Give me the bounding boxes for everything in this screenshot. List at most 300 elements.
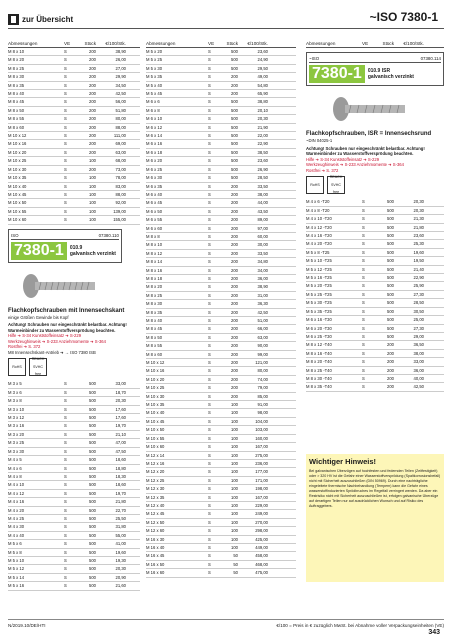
table-row <box>306 232 444 240</box>
table-row <box>8 540 140 548</box>
table-row <box>8 65 140 73</box>
cell-qty: 500 <box>89 549 96 555</box>
cell-dims: M 8 x 10 <box>146 242 163 248</box>
cell-dims: M 6 x 10 <box>146 116 163 122</box>
cell-price: 20,30 <box>413 207 424 213</box>
cell-ve: S <box>208 494 211 500</box>
cell-price: 42,50 <box>257 309 268 315</box>
cell-price: 104,00 <box>255 418 268 424</box>
cell-ve: S <box>362 333 365 339</box>
cell-price: 19,60 <box>413 249 424 255</box>
cell-qty: 200 <box>231 368 238 374</box>
table-body <box>8 48 140 225</box>
cell-price: 23,60 <box>257 158 268 164</box>
table-row <box>8 456 140 464</box>
cell-ve: S <box>362 216 365 222</box>
cell-dims: M 8 x 12 <box>146 250 163 256</box>
cell-ve: S <box>64 166 67 172</box>
cell-dims: M 5 x 6 <box>8 541 22 547</box>
table-row <box>8 149 140 157</box>
overview-label: zur Übersicht <box>22 15 74 24</box>
cell-ve: S <box>64 217 67 223</box>
cell-ve: S <box>208 469 211 475</box>
table-row <box>8 490 140 498</box>
cell-price: 23,60 <box>257 49 268 54</box>
table-row <box>8 498 140 506</box>
table-row <box>146 267 296 275</box>
table-row <box>8 481 140 489</box>
cell-dims: M 5 x 12 -T25 <box>306 266 332 272</box>
product-finish: galvanisch verzinkt <box>69 250 116 257</box>
cell-qty: 500 <box>231 141 238 147</box>
table-row <box>146 275 296 283</box>
cell-price: 42,50 <box>115 91 126 97</box>
table-row <box>146 174 296 182</box>
cell-qty: 100 <box>231 494 238 500</box>
table-row <box>146 56 296 64</box>
overview-link[interactable] <box>8 14 73 25</box>
cell-ve: S <box>208 116 211 122</box>
cell-price: 298,00 <box>255 528 268 534</box>
cell-ve: S <box>208 460 211 466</box>
cell-dims: M 10 x 12 <box>146 360 165 366</box>
cell-price: 54,80 <box>257 82 268 88</box>
table-row <box>146 376 296 384</box>
cell-price: 22,70 <box>115 507 126 513</box>
cell-dims: M 3 x 8 <box>8 398 22 404</box>
product-art: 07380.114 <box>420 56 441 61</box>
product-refs2[interactable]: Werkzeughinweis ➔ S-233 Anziehmomente ➔ S-364 <box>306 162 404 168</box>
cell-price: 74,00 <box>257 376 268 382</box>
cell-dims: M 5 x 16 <box>8 583 25 589</box>
cell-qty: 200 <box>231 183 238 189</box>
cell-price: 19,50 <box>413 258 424 264</box>
cell-price: 80,00 <box>257 368 268 374</box>
cell-qty: 200 <box>231 233 238 239</box>
cell-ve: S <box>208 477 211 483</box>
table-row <box>8 115 140 123</box>
table-row <box>146 527 296 535</box>
cell-qty: 500 <box>387 325 394 331</box>
cell-ve: S <box>208 242 211 248</box>
table-row <box>146 393 296 401</box>
cell-ve: S <box>64 149 67 155</box>
cell-qty: 500 <box>89 440 96 446</box>
cell-price: 33,50 <box>257 250 268 256</box>
cell-price: 475,00 <box>255 570 268 576</box>
product-box-right <box>306 52 444 86</box>
cell-dims: M 4 x 30 <box>8 524 25 530</box>
table-row <box>146 140 296 148</box>
table-row <box>8 389 140 397</box>
cell-qty: 100 <box>89 217 96 223</box>
cell-dims: M 10 x 25 <box>8 158 27 164</box>
cell-price: 25,50 <box>115 515 126 521</box>
cell-ve: S <box>208 175 211 181</box>
cell-price: 33,50 <box>257 183 268 189</box>
cell-qty: 200 <box>231 393 238 399</box>
table-row <box>146 233 296 241</box>
cell-price: 42,50 <box>413 384 424 390</box>
header-qty: Stück <box>382 41 394 46</box>
table-row <box>146 98 296 106</box>
cell-dims: M 6 x 35 <box>146 183 163 189</box>
table-row <box>306 358 444 366</box>
cell-qty: 200 <box>231 225 238 231</box>
cell-qty: 200 <box>89 91 96 97</box>
cell-price: 34,80 <box>257 259 268 265</box>
cell-dims: M 4 x 25 <box>8 515 25 521</box>
table-row <box>146 342 296 350</box>
product-mm: M8 Innensechskant-Antrieb ➔ → ISO 7380 ISB <box>8 349 96 355</box>
cell-ve: S <box>208 225 211 231</box>
cell-dims: M 8 x 10 <box>8 49 25 54</box>
table-row <box>146 359 296 367</box>
cell-price: 91,00 <box>257 402 268 408</box>
cell-dims: M 6 x 55 <box>146 217 163 223</box>
cell-dims: M 5 x 12 <box>8 566 25 572</box>
cell-qty: 200 <box>231 343 238 349</box>
cell-price: 229,00 <box>255 502 268 508</box>
table-row <box>146 485 296 493</box>
cell-qty: 100 <box>231 452 238 458</box>
cell-price: 36,00 <box>413 367 424 373</box>
footer <box>8 619 444 628</box>
product-title: Flachkopfschrauben mit Innensechskant <box>8 307 125 314</box>
cell-ve: S <box>208 393 211 399</box>
cell-dims: M 8 x 50 <box>8 107 25 113</box>
screw-image <box>306 89 438 129</box>
cell-ve: S <box>64 482 67 488</box>
table-row <box>146 258 296 266</box>
cell-dims: M 8 x 16 <box>146 267 163 273</box>
table-row <box>306 198 444 206</box>
cell-qty: 500 <box>231 116 238 122</box>
cell-ve: S <box>64 57 67 63</box>
cell-price: 36,50 <box>413 342 424 348</box>
cell-qty: 100 <box>231 444 238 450</box>
cell-dims: M 4 x 16 <box>8 499 25 505</box>
cell-dims: M 6 x 45 <box>146 200 163 206</box>
cell-ve: S <box>208 376 211 382</box>
table-row <box>146 561 296 569</box>
table-row <box>8 191 140 199</box>
cell-price: 18,60 <box>115 457 126 463</box>
cell-ve: S <box>362 367 365 373</box>
table-row <box>146 107 296 115</box>
table-row <box>146 477 296 485</box>
warning-box <box>306 454 444 582</box>
cell-price: 21,10 <box>115 431 126 437</box>
cell-qty: 500 <box>231 133 238 139</box>
cell-dims: M 5 x 10 <box>8 557 25 563</box>
table-row <box>306 224 444 232</box>
cell-dims: M 10 x 35 <box>146 402 165 408</box>
cell-dims: M 5 x 10 -T25 <box>306 258 332 264</box>
cell-price: 198,00 <box>255 486 268 492</box>
cell-qty: 500 <box>387 317 394 323</box>
table-row <box>8 565 140 573</box>
table-row <box>146 367 296 375</box>
table-row <box>146 519 296 527</box>
cell-dims: M 12 x 50 <box>146 519 165 525</box>
table-row <box>146 309 296 317</box>
cell-price: 167,00 <box>255 444 268 450</box>
cell-dims: M 3 x 30 <box>8 448 25 454</box>
cell-price: 26,00 <box>115 57 126 63</box>
cell-price: 97,00 <box>257 225 268 231</box>
overview-icon <box>8 14 19 25</box>
cell-price: 33,00 <box>115 381 126 387</box>
cell-qty: 100 <box>231 536 238 542</box>
reach-badge: REACH SVHC free <box>327 176 345 194</box>
cell-ve: S <box>64 541 67 547</box>
cell-dims: M 4 x 40 <box>8 532 25 538</box>
cell-qty: 100 <box>89 175 96 181</box>
page-number: 343 <box>428 629 440 636</box>
header-dims: Abmessungen <box>8 41 38 46</box>
cell-qty: 500 <box>387 207 394 213</box>
header-ve: VE <box>208 41 215 46</box>
table-row <box>306 350 444 358</box>
cell-ve: S <box>64 158 67 164</box>
cell-qty: 200 <box>387 359 394 365</box>
cell-ve: S <box>64 566 67 572</box>
cell-price: 25,90 <box>413 283 424 289</box>
cell-price: 22,90 <box>257 141 268 147</box>
cell-dims: M 10 x 55 <box>8 208 27 214</box>
cell-qty: 500 <box>387 258 394 264</box>
cell-dims: M 5 x 20 <box>146 49 163 54</box>
cell-dims: M 8 x 14 <box>146 259 163 265</box>
cell-ve: S <box>64 183 67 189</box>
cell-qty: 50 <box>233 570 238 576</box>
cell-qty: 100 <box>231 418 238 424</box>
cell-qty: 200 <box>231 360 238 366</box>
table-row <box>146 443 296 451</box>
table-body <box>146 48 296 578</box>
cell-dims: M 10 x 30 <box>146 393 165 399</box>
cell-ve: S <box>64 74 67 80</box>
cell-dims: M 8 x 12 -T40 <box>306 342 332 348</box>
cell-price: 51,80 <box>115 107 126 113</box>
cell-qty: 200 <box>231 385 238 391</box>
cell-dims: M 4 x 20 -T20 <box>306 241 332 247</box>
cell-price: 19,30 <box>115 557 126 563</box>
product-warning: Achtung! Schrauben nur eingeschränkt belastbar. Achtung! Warmeinbinder zu Wasserstoffversprödung beachten. <box>8 322 127 333</box>
header-qty: Stück <box>84 41 96 46</box>
table-row <box>146 250 296 258</box>
screw-image <box>8 266 116 306</box>
cell-qty: 500 <box>231 57 238 63</box>
cell-ve: S <box>362 258 365 264</box>
header-ve: VE <box>64 41 71 46</box>
cell-dims: M 6 x 16 <box>146 141 163 147</box>
table-row <box>146 225 296 233</box>
table-row <box>8 523 140 531</box>
table-row <box>306 215 444 223</box>
cell-dims: M 5 x 30 -T25 <box>306 300 332 306</box>
cell-price: 249,00 <box>255 511 268 517</box>
cell-price: 85,00 <box>257 393 268 399</box>
cell-price: 66,00 <box>257 326 268 332</box>
table-row <box>146 283 296 291</box>
cell-qty: 100 <box>231 469 238 475</box>
cell-qty: 500 <box>387 233 394 239</box>
cell-qty: 200 <box>231 191 238 197</box>
cell-price: 63,00 <box>115 149 126 155</box>
cell-ve: S <box>208 553 211 559</box>
cell-price: 69,00 <box>115 141 126 147</box>
table-row <box>8 216 140 224</box>
cell-dims: M 5 x 25 <box>146 57 163 63</box>
cell-price: 80,00 <box>115 116 126 122</box>
cell-qty: 500 <box>387 199 394 205</box>
cell-price: 43,50 <box>257 208 268 214</box>
cell-ve: S <box>64 532 67 538</box>
header-ve: VE <box>362 41 369 46</box>
cell-dims: M 8 x 30 <box>8 74 25 80</box>
cell-qty: 500 <box>89 473 96 479</box>
cell-price: 18,30 <box>115 473 126 479</box>
table-row <box>146 460 296 468</box>
cell-price: 29,00 <box>413 333 424 339</box>
cell-ve: S <box>64 507 67 513</box>
table-row <box>8 166 140 174</box>
product-refs2[interactable]: Werkzeughinweis ➔ S-233 Anziehmomente ➔ S-364 <box>8 338 106 344</box>
rostfrei-link[interactable]: Rostfrei ➔ S. 372 <box>8 344 41 350</box>
cell-price: 38,90 <box>257 284 268 290</box>
cell-ve: S <box>362 375 365 381</box>
cell-ve: S <box>64 465 67 471</box>
table-row <box>306 383 444 391</box>
cell-qty: 200 <box>89 65 96 71</box>
product-refs[interactable]: Hilfe ➔ S-34 Kunststoffeinsatz ➔ S-229 <box>306 156 380 162</box>
cell-price: 270,00 <box>255 519 268 525</box>
cell-price: 458,00 <box>255 553 268 559</box>
cell-qty: 100 <box>231 528 238 534</box>
cell-qty: 200 <box>231 301 238 307</box>
cell-ve: S <box>208 191 211 197</box>
cell-qty: 500 <box>89 448 96 454</box>
cell-dims: M 10 x 12 <box>8 133 27 139</box>
cell-price: 22,90 <box>413 275 424 281</box>
cell-qty: 100 <box>231 402 238 408</box>
table-row <box>146 241 296 249</box>
cell-dims: M 5 x 25 -T25 <box>306 291 332 297</box>
cell-qty: 200 <box>231 259 238 265</box>
cell-dims: M 6 x 16 -T30 <box>306 317 332 323</box>
cell-ve: S <box>208 49 211 54</box>
cell-ve: S <box>208 435 211 441</box>
product-refs[interactable]: Hilfe ➔ S-34 Kunststoffeinsatz ➔ S-229 <box>8 333 82 339</box>
cell-ve: S <box>208 292 211 298</box>
cell-dims: M 8 x 35 -T40 <box>306 384 332 390</box>
cell-ve: S <box>208 141 211 147</box>
table-row <box>306 299 444 307</box>
cell-ve: S <box>362 207 365 213</box>
cell-price: 26,90 <box>257 166 268 172</box>
cell-ve: S <box>208 561 211 567</box>
cell-qty: 500 <box>387 216 394 222</box>
cell-ve: S <box>362 249 365 255</box>
cell-price: 160,00 <box>255 435 268 441</box>
cell-price: 36,00 <box>257 275 268 281</box>
cell-ve: S <box>64 415 67 421</box>
cell-price: 28,50 <box>413 300 424 306</box>
rostfrei-link[interactable]: Rostfrei ➔ S. 372 <box>306 167 339 173</box>
header-price: €/100/Stk. <box>403 41 424 46</box>
cell-dims: M 3 x 20 <box>8 431 25 437</box>
cell-dims: M 16 x 40 <box>146 544 165 550</box>
table-row <box>8 73 140 81</box>
table-row <box>306 308 444 316</box>
cell-price: 68,00 <box>115 158 126 164</box>
cell-price: 30,00 <box>257 242 268 248</box>
cell-price: 33,00 <box>413 359 424 365</box>
cell-price: 155,00 <box>113 217 126 223</box>
cell-price: 60,00 <box>257 233 268 239</box>
cell-dims: M 8 x 30 <box>146 301 163 307</box>
table-row <box>146 544 296 552</box>
cell-price: 47,00 <box>115 440 126 446</box>
cell-dims: M 16 x 30 <box>146 536 165 542</box>
cell-ve: S <box>208 351 211 357</box>
cell-dims: M 8 x 18 <box>146 275 163 281</box>
table-row <box>8 439 140 447</box>
table-row <box>146 435 296 443</box>
cell-price: 18,80 <box>115 465 126 471</box>
table-row <box>146 90 296 98</box>
header-qty: Stück <box>226 41 238 46</box>
cell-dims: M 3 x 5 <box>8 381 22 387</box>
cell-qty: 500 <box>231 166 238 172</box>
cell-qty: 500 <box>387 291 394 297</box>
cell-dims: M 6 x 20 <box>146 158 163 164</box>
cell-price: 19,60 <box>115 549 126 555</box>
cell-price: 63,00 <box>257 334 268 340</box>
table-body <box>8 380 140 590</box>
cell-dims: M 5 x 16 -T25 <box>306 275 332 281</box>
cell-ve: S <box>64 141 67 147</box>
cell-dims: M 5 x 20 -T25 <box>306 283 332 289</box>
cell-dims: M 12 x 14 <box>146 452 165 458</box>
cell-dims: M 3 x 12 <box>8 415 25 421</box>
table-row <box>146 426 296 434</box>
cell-price: 90,00 <box>257 343 268 349</box>
table-body <box>306 198 444 391</box>
cell-ve: S <box>208 82 211 88</box>
cell-qty: 500 <box>231 49 238 54</box>
cell-price: 28,50 <box>257 175 268 181</box>
table-row <box>8 56 140 64</box>
cell-price: 19,70 <box>115 423 126 429</box>
cell-price: 31,00 <box>257 292 268 298</box>
table-row <box>8 183 140 191</box>
cell-dims: M 4 x 16 -T20 <box>306 233 332 239</box>
cell-dims: M 10 x 55 <box>146 435 165 441</box>
cell-qty: 500 <box>89 499 96 505</box>
product-norm2: ISR <box>381 68 391 75</box>
column-right <box>306 40 444 392</box>
cell-dims: M 4 x 8 <box>8 473 22 479</box>
table-row <box>8 515 140 523</box>
cell-qty: 200 <box>231 200 238 206</box>
cell-dims: M 5 x 35 <box>146 74 163 80</box>
cell-ve: S <box>208 267 211 273</box>
cell-dims: M 10 x 16 <box>146 368 165 374</box>
cell-ve: S <box>362 291 365 297</box>
